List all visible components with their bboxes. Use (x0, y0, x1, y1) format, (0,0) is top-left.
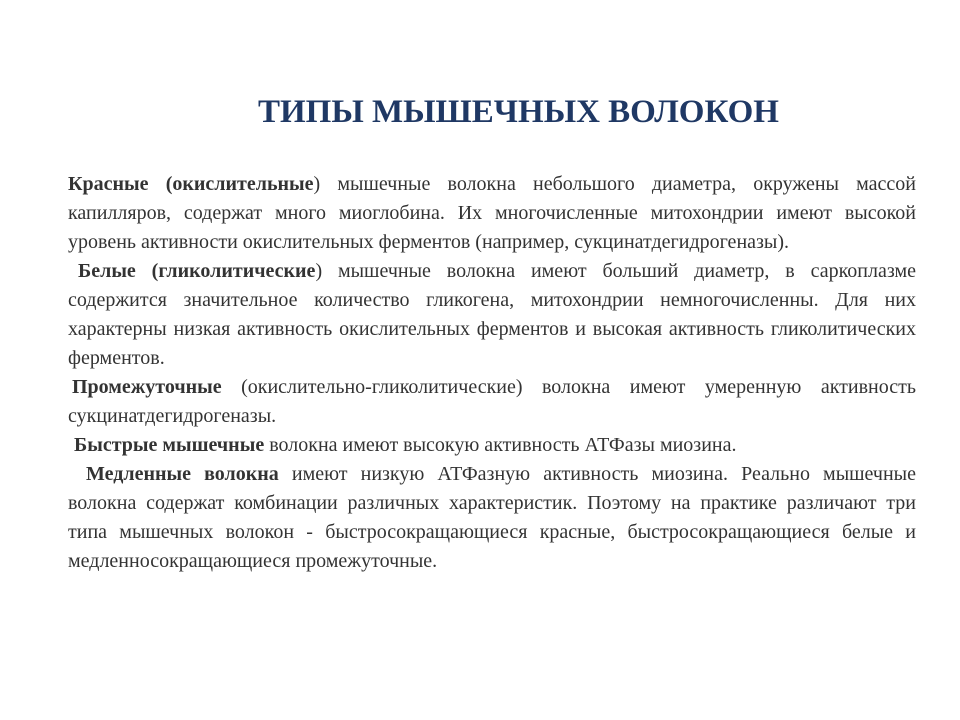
paragraph-intermediate-fibers (68, 373, 916, 431)
paragraph-white-fibers (68, 257, 916, 373)
term-white-fibers: Белые (гликолитические (78, 260, 316, 282)
paragraph-fast-fibers (68, 431, 916, 460)
desc-intermediate-fibers: (окислительно-гликолитические) волокна имеют умеренную активность сукцинатдегидрогеназы. (68, 376, 916, 427)
paragraph-red-fibers (68, 170, 916, 257)
paragraph-slow-fibers (68, 460, 916, 576)
slide-body (68, 170, 916, 576)
term-red-fibers: Красные (окислительные (68, 173, 314, 195)
term-fast-fibers: Быстрые мышечные (74, 434, 265, 456)
slide-title: ТИПЫ МЫШЕЧНЫХ ВОЛОКОН (258, 94, 779, 130)
desc-slow-fibers: имеют низкую АТФазную активность миозина. Реально мышечные волокна содержат комбинации различных характеристик. Поэтому на практике различают три типа мышечных волокон - быстросокращающиеся красные, быстросокращающиеся белые и медленносокращающиеся промежуточные. (68, 463, 916, 572)
desc-fast-fibers: волокна имеют высокую активность АТФазы миозина. (264, 434, 737, 456)
term-slow-fibers: Медленные волокна (86, 463, 279, 485)
term-intermediate-fibers: Промежуточные (72, 376, 222, 398)
desc-red-fibers: ) мышечные волокна небольшого диаметра, окружены массой капилляров, содержат много миоглобина. Их многочисленные митохондрии имеют высокой уровень активности окислительных ферментов (например, сукцинатдегидрогеназы). (68, 173, 916, 253)
desc-white-fibers: ) мышечные волокна имеют больший диаметр, в саркоплазме содержится значительное количество гликогена, митохондрии немногочисленны. Для них характерны низкая активность окислительных ферментов и высокая активность гликолитических ферментов. (68, 260, 916, 369)
